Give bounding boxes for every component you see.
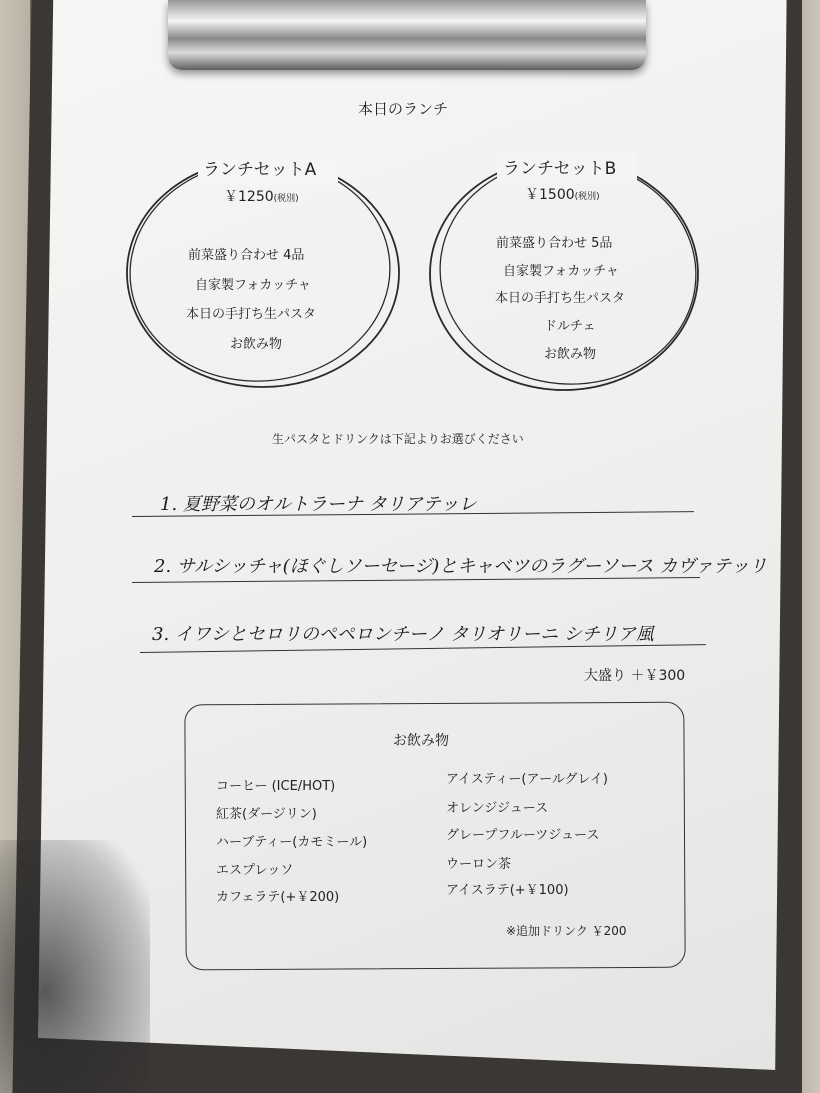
clipboard-clip xyxy=(168,0,646,70)
set-a-item: お飲み物 xyxy=(230,337,283,352)
drink-item: ウーロン茶 xyxy=(446,857,512,872)
drink-item: コーヒー (ICE/HOT) xyxy=(216,779,336,794)
pasta-option: 2. サルシッチャ(ほぐしソーセージ)とキャベツのラグーソース カヴァテッリ xyxy=(154,556,768,577)
hand-shadow xyxy=(0,840,150,1093)
large-portion-note: 大盛り ＋￥300 xyxy=(584,668,686,684)
drink-item: エスプレッソ xyxy=(216,863,294,878)
menu-title: 本日のランチ xyxy=(358,100,449,118)
pasta-option: 1. 夏野菜のオルトラーナ タリアテッレ xyxy=(160,494,477,515)
drink-item: 紅茶(ダージリン) xyxy=(216,807,317,822)
set-a-item: 本日の手打ち生パスタ xyxy=(186,307,317,322)
set-a-price-value: ￥1250 xyxy=(224,189,274,205)
selection-instruction: 生パスタとドリンクは下記よりお選びください xyxy=(272,432,524,446)
set-b-item: ドルチェ xyxy=(544,319,596,334)
drink-item: グレープフルーツジュース xyxy=(446,828,600,843)
pasta-option: 3. イワシとセロリのペペロンチーノ タリオリーニ シチリア風 xyxy=(152,624,654,645)
drinks-title: お飲み物 xyxy=(393,733,449,749)
drink-item: オレンジジュース xyxy=(446,801,549,816)
set-a-price xyxy=(224,186,299,206)
set-a-item: 前菜盛り合わせ 4品 xyxy=(188,248,305,263)
set-a-name: ランチセットA xyxy=(203,160,317,180)
set-b-price-value: ￥1500 xyxy=(525,187,575,203)
extra-drink-note: ※追加ドリンク ￥200 xyxy=(506,924,627,938)
set-a-item: 自家製フォカッチャ xyxy=(195,278,311,293)
set-b-price xyxy=(525,184,600,204)
set-b-tax-note: (税別) xyxy=(574,192,600,202)
set-b-item: 本日の手打ち生パスタ xyxy=(495,291,626,306)
set-b-item: 自家製フォカッチャ xyxy=(503,264,619,279)
set-b-item: 前菜盛り合わせ 5品 xyxy=(496,236,613,251)
drink-item: アイスラテ(+￥100) xyxy=(446,883,569,898)
set-b-name: ランチセットB xyxy=(503,159,617,179)
drink-item: カフェラテ(+￥200) xyxy=(216,890,340,905)
set-b-item: お飲み物 xyxy=(544,347,597,362)
set-a-tax-note: (税別) xyxy=(273,194,299,204)
drink-item: ハーブティー(カモミール) xyxy=(216,835,368,850)
table-surface-right xyxy=(802,0,820,1093)
drink-item: アイスティー(アールグレイ) xyxy=(446,772,608,787)
